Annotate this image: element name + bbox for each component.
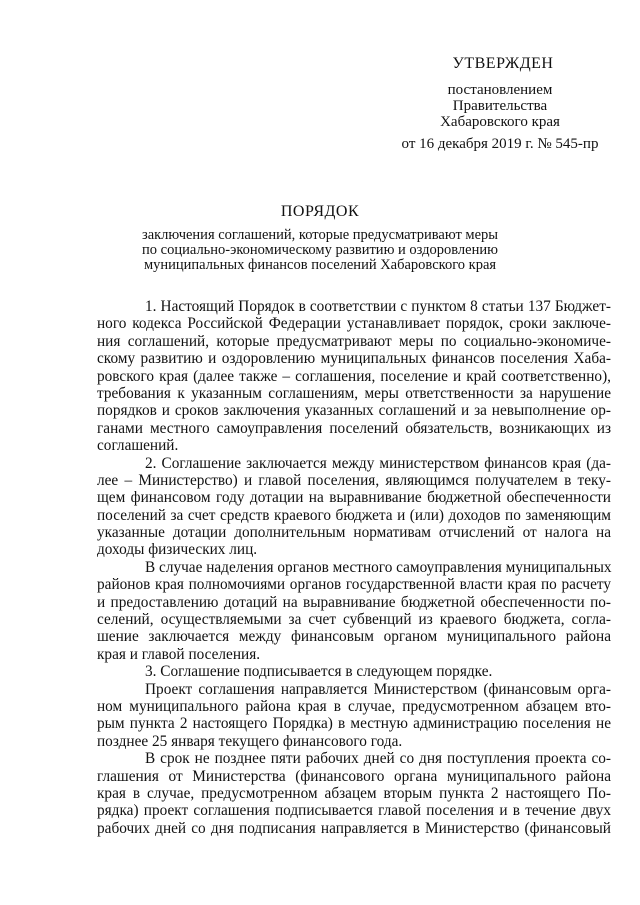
paragraph xyxy=(97,663,611,680)
paragraph-line: В случае наделения органов местного самоуправления муниципальных xyxy=(145,558,612,576)
paragraph-line: позднее 25 января текущего финансового года. xyxy=(97,732,403,750)
subtitle-line: заключения соглашений, которые предусматривают меры xyxy=(141,227,499,243)
approval-date-line: от 16 декабря 2019 г. № 545-пр xyxy=(401,136,599,152)
paragraph-line: В срок не позднее пяти рабочих дней со дня поступления проекта со- xyxy=(145,750,611,768)
paragraph xyxy=(97,559,611,663)
paragraph xyxy=(97,681,611,751)
paragraph-line: скому развитию и оздоровлению муниципальных финансов поселения Хаба- xyxy=(97,350,611,368)
paragraph-line: глашения от Министерства (финансового органа муниципального района xyxy=(97,767,611,785)
paragraph xyxy=(97,750,611,837)
approval-line: Хабаровского края xyxy=(440,114,560,130)
paragraph-line: ном муниципального района края в случае, предусмотренном абзацем вто- xyxy=(97,697,611,715)
approval-block xyxy=(380,56,620,152)
paragraph-line: требования к указанным соглашениям, меры ответственности за нарушение xyxy=(97,384,611,402)
paragraph-line: рым пункта 2 настоящего Порядка) в местную администрацию поселения не xyxy=(97,715,611,733)
document-title: ПОРЯДОК xyxy=(280,203,360,220)
paragraph-line: края в случае, предусмотренном абзацем вторым пункта 2 настоящего По- xyxy=(97,784,611,802)
subtitle-line: по социально-экономическому развитию и оздоровлению xyxy=(142,242,498,258)
approval-line: постановлением xyxy=(447,82,553,98)
paragraph-line: рядка) проект соглашения подписывается главой поселения и в течение двух xyxy=(97,802,611,820)
paragraph-line: соглашений. xyxy=(97,437,179,455)
paragraph-line: порядков и сроков заключения указанных соглашений и за невыполнение ор- xyxy=(97,402,611,420)
paragraph-line: доходы физических лиц. xyxy=(97,541,258,559)
document-subtitle xyxy=(0,228,640,273)
paragraph-line: селений, осуществляемыми за счет субвенций из краевого бюджета, согла- xyxy=(97,611,611,629)
paragraph-line: рабочих дней со дня подписания направляется в Министерство (финансовый xyxy=(97,819,611,837)
paragraph-line: ганами местного самоуправления поселений обязательств, возникающих из xyxy=(97,419,611,437)
paragraph-line: ного кодекса Российской Федерации устанавливает порядок, сроки заключе- xyxy=(97,315,611,333)
subtitle-line: муниципальных финансов поселений Хабаровского края xyxy=(143,257,497,273)
paragraph-line: поселений за счет средств краевого бюджета и (или) доходов по заменяющим xyxy=(97,506,611,524)
approval-heading: УТВЕРЖДЕН xyxy=(452,55,554,72)
paragraph-line: 1. Настоящий Порядок в соответствии с пунктом 8 статьи 137 Бюджет- xyxy=(145,298,611,315)
paragraph-line: 2. Соглашение заключается между министерством финансов края (да- xyxy=(145,454,611,472)
paragraph-line: и предоставлению дотаций на выравнивание бюджетной обеспеченности по- xyxy=(97,593,611,611)
paragraph-line: указанные дотации дополнительным нормативам отчислений от налога на xyxy=(97,524,611,542)
paragraph xyxy=(97,455,611,559)
paragraph-line: 3. Соглашение подписывается в следующем порядке. xyxy=(145,663,493,681)
paragraph-line: края и главой поселения. xyxy=(97,645,261,663)
document-body xyxy=(97,298,611,837)
paragraph-line: ровского края (далее также – соглашения, поселение и край соответственно), xyxy=(97,367,611,385)
paragraph-line: ния соглашений, которые предусматривают меры по социально-экономиче- xyxy=(97,332,611,350)
paragraph xyxy=(97,298,611,455)
paragraph-line: лее – Министерство) и главой поселения, являющимся получателем в теку- xyxy=(97,471,611,489)
approval-line: Правительства xyxy=(452,98,548,114)
paragraph-line: щем финансовом году дотации на выравнивание бюджетной обеспеченности xyxy=(97,489,611,507)
paragraph-line: районов края полномочиями органов государственной власти края по расчету xyxy=(97,576,611,594)
paragraph-line: шение заключается между финансовым органом муниципального района xyxy=(97,628,611,646)
paragraph-line: Проект соглашения направляется Министерством (финансовым орга- xyxy=(145,680,611,698)
